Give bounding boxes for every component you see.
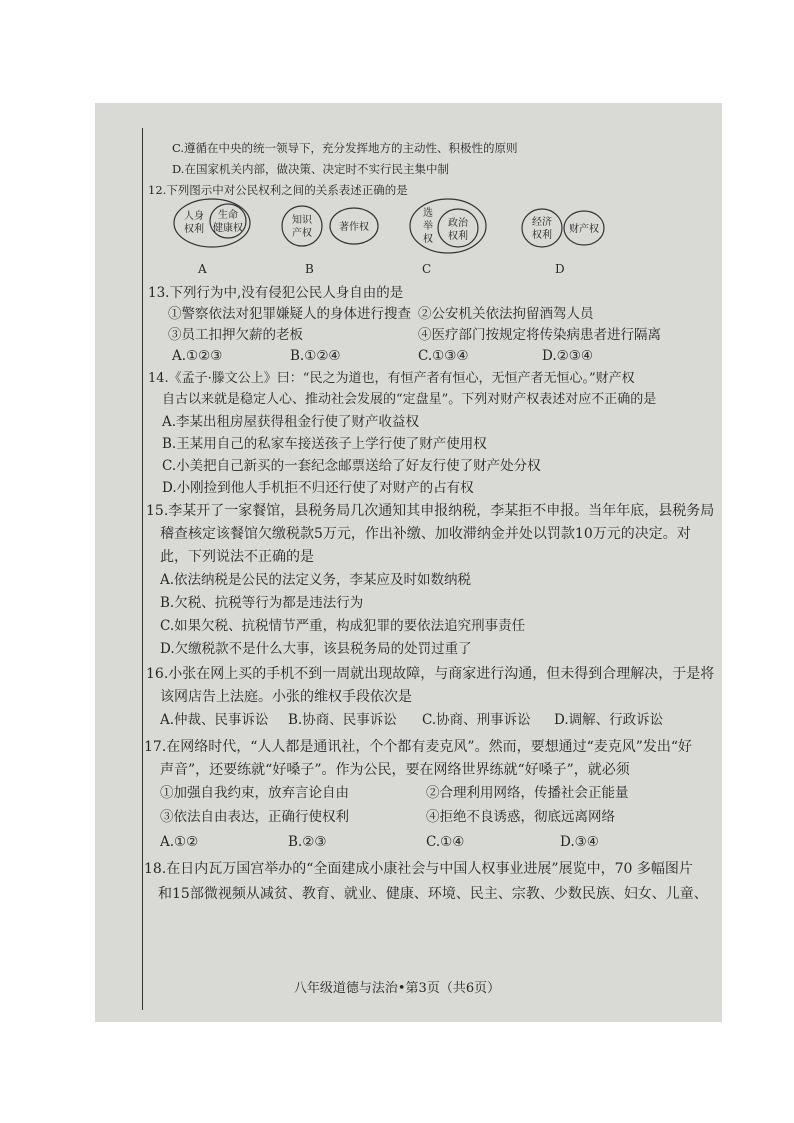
option-c-prev: C.遵循在中央的统一领导下，充分发挥地方的主动性、积极性的原则	[172, 141, 518, 155]
q17-stem-line1: 17.在网络时代，“人人都是通讯社，个个都有麦克风”。然而，要想通过“麦克风”发出“好	[144, 739, 693, 755]
q13-choice-c: C.①③④	[418, 348, 469, 364]
q13-item-2: ②公安机关依法拘留酒驾人员	[418, 306, 594, 322]
q12b-left-l1: 知识	[292, 215, 312, 226]
q17-choice-d: D.③④	[560, 834, 599, 850]
q13-choice-a: A.①②③	[172, 348, 223, 364]
option-d-prev: D.在国家机关内部，做决策、决定时不实行民主集中制	[172, 162, 449, 176]
q16-choice-a: A.仲裁、民事诉讼	[160, 712, 269, 728]
q12a-inner-l1: 生命	[218, 210, 238, 221]
q17-choices	[160, 832, 610, 852]
q14-stem-line2: 自古以来就是稳定人心、推动社会发展的“定盘星”。下列对财产权表述对应不正确的是	[162, 392, 657, 407]
q12a-outer-l2: 权利	[184, 224, 204, 235]
q15-option-c: C.如果欠税、抗税情节严重，构成犯罪的要依法追究刑事责任	[160, 618, 526, 634]
q12d-left-l2: 权利	[532, 230, 552, 241]
q12c-outer-l1: 选	[423, 208, 433, 219]
q12c-outer-l3: 权	[423, 234, 433, 245]
q12-stem: 12.下列图示中对公民权利之间的关系表述正确的是	[148, 183, 408, 197]
q16-stem-line1: 16.小张在网上买的手机不到一周就出现故障，与商家进行沟通，但未得到合理解决，于是将	[146, 666, 715, 682]
q14-option-c: C.小美把自己新买的一套纪念邮票送给了好友行使了财产处分权	[162, 458, 541, 474]
q12c-inner-l1: 政治	[448, 218, 468, 229]
q15-option-a: A.依法纳税是公民的法定义务，李某应及时如数纳税	[160, 572, 472, 588]
q15-option-b: B.欠税、抗税等行为都是违法行为	[160, 595, 364, 611]
q12-diagram-c	[408, 198, 492, 262]
q17-item-4: ④拒绝不良诱惑，彻底远离网络	[426, 809, 615, 825]
q17-choice-c: C.①④	[426, 834, 465, 850]
q17-items-row1	[160, 783, 670, 803]
q13-item-4: ④医疗部门按规定将传染病患者进行隔离	[418, 327, 661, 343]
q13-choice-b: B.①②④	[290, 348, 341, 364]
q15-stem-line2: 稽查核定该餐馆欠缴税款5万元，作出补缴、加收滞纳金并处以罚款10万元的决定。对	[160, 526, 691, 542]
q12b-left-l2: 产权	[292, 228, 312, 239]
q18-stem-line1: 18.在日内瓦万国宫举办的“全面建成小康社会与中国人权事业进展”展览中，70 多幅图片	[144, 861, 693, 877]
q17-choice-a: A.①②	[160, 834, 199, 850]
q13-items-row1	[168, 304, 668, 324]
q17-item-2: ②合理利用网络，传播社会正能量	[426, 785, 629, 801]
q12-letter-a: A	[198, 262, 207, 276]
q16-stem-line2: 该网店告上法庭。小张的维权手段依次是	[160, 689, 412, 705]
q12a-outer-l1: 人身	[184, 211, 204, 222]
q12-letter-c: C	[422, 262, 432, 276]
margin-rule	[142, 128, 143, 1010]
q12b-right: 著作权	[339, 222, 369, 233]
q15-option-d: D.欠缴税款不是什么大事，该县税务局的处罚过重了	[160, 641, 472, 657]
q13-item-3: ③员工扣押欠薪的老板	[168, 327, 303, 343]
q12-diagram-b	[280, 202, 384, 256]
q14-option-a: A.李某出租房屋获得租金行使了财产收益权	[162, 414, 420, 430]
q16-choices	[160, 710, 670, 730]
q12d-right: 财产权	[569, 224, 599, 235]
q18-stem-line2: 和15部微视频从减贫、教育、就业、健康、环境、民主、宗教、少数民族、妇女、儿童、	[158, 886, 708, 902]
q16-choice-d: D.调解、行政诉讼	[554, 712, 664, 728]
q17-item-1: ①加强自我约束，放弃言论自由	[160, 785, 349, 801]
q13-item-1: ①警察依法对犯罪嫌疑人的身体进行搜查	[168, 306, 411, 322]
q17-choice-b: B.②③	[288, 834, 327, 850]
q14-option-d: D.小刚捡到他人手机拒不归还行使了对财产的占有权	[162, 480, 474, 496]
q12d-left-l1: 经济	[532, 217, 552, 228]
q13-choices	[172, 346, 632, 366]
q12c-outer-l2: 举	[423, 221, 433, 232]
q12-diagram-d	[520, 206, 608, 258]
q16-choice-b: B.协商、民事诉讼	[288, 712, 397, 728]
q13-stem: 13.下列行为中,没有侵犯公民人身自由的是	[148, 285, 404, 301]
q12a-inner-l2: 健康权	[213, 223, 243, 234]
q12c-inner-l2: 权利	[448, 231, 468, 242]
q14-stem-line1: 14.《孟子·滕文公上》曰：“民之为道也，有恒产者有恒心，无恒产者无恒心。”财产权	[148, 371, 635, 386]
q17-item-3: ③依法自由表达，正确行使权利	[160, 809, 349, 825]
q12-letter-d: D	[555, 262, 565, 276]
q13-items-row2	[168, 325, 668, 345]
q17-stem-line2: 声音”，还要练就“好嗓子”。作为公民，要在网络世界练就“好嗓子”，就必须	[160, 762, 630, 778]
q15-stem-line3: 此，下列说法不正确的是	[160, 549, 314, 565]
q13-choice-d: D.②③④	[542, 348, 593, 364]
q14-option-b: B.王某用自己的私家车接送孩子上学行使了财产使用权	[162, 436, 487, 452]
q12-diagram-a	[172, 197, 256, 257]
q17-items-row2	[160, 807, 670, 827]
q12-letter-b: B	[305, 262, 314, 276]
q15-stem-line1: 15.李某开了一家餐馆，县税务局几次通知其申报纳税，李某拒不申报。当年年底，县税务局	[146, 503, 715, 519]
q16-choice-c: C.协商、刑事诉讼	[422, 712, 531, 728]
page-footer: 八年级道德与法治•第3页（共6页）	[293, 981, 501, 996]
